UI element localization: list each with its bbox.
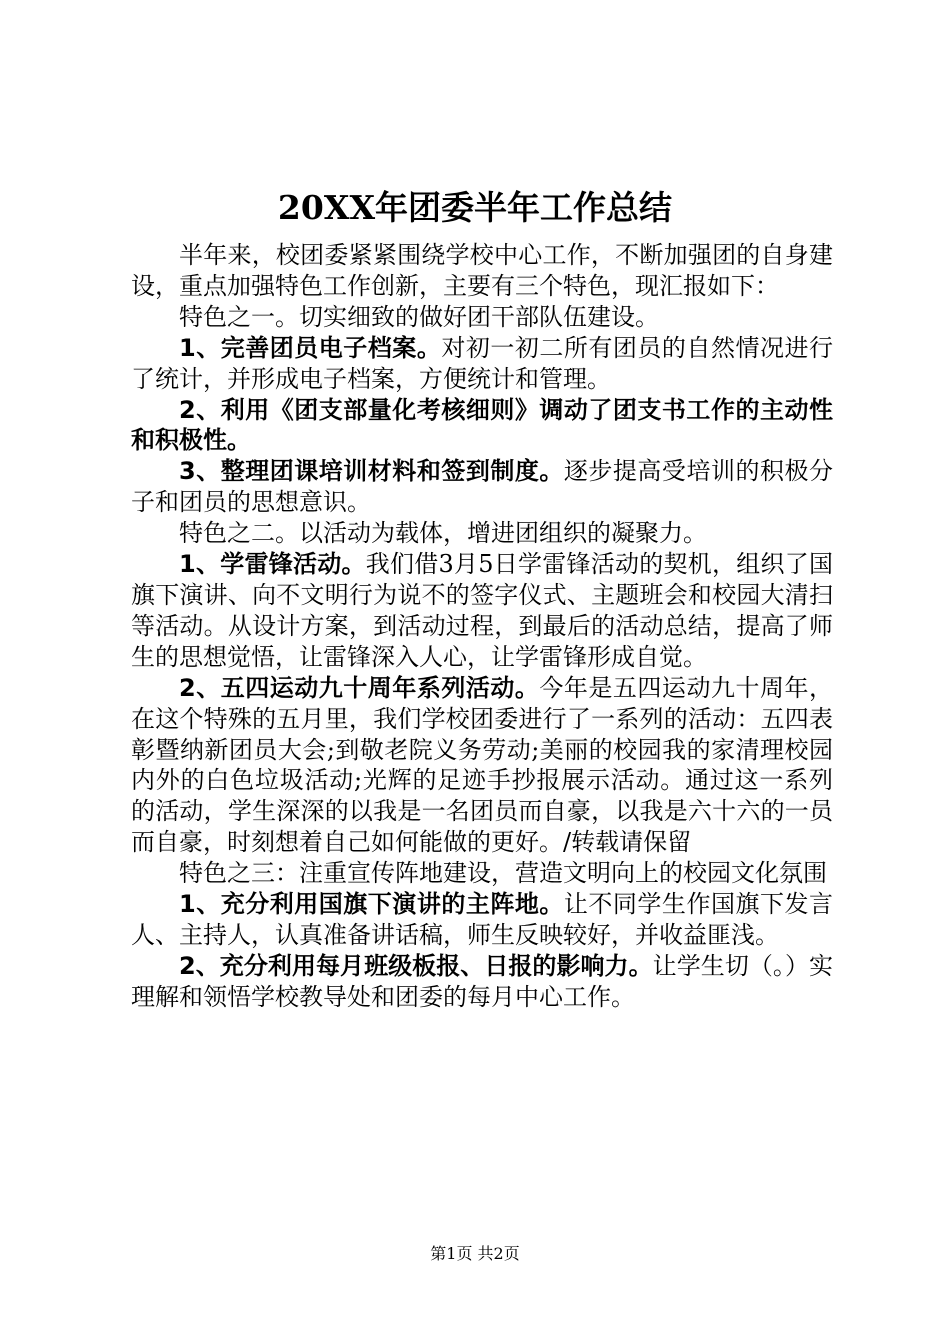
paragraph xyxy=(131,302,833,333)
paragraph-heading: 1、充分利用国旗下演讲的主阵地。 xyxy=(179,890,564,919)
paragraph-heading: 1、完善团员电子档案。 xyxy=(179,333,442,362)
paragraph xyxy=(131,333,833,395)
paragraph xyxy=(131,673,833,858)
paragraph-text: 特色之二。以活动为载体，增进团组织的凝聚力。 xyxy=(179,519,707,548)
paragraph-text: 今年是五四运动九十周年，在这个特殊的五月里，我们学校团委进行了一系列的活动：五四表彰暨纳新团员大会;到敬老院义务劳动;美丽的校园我的家清理校园内外的白色垃圾活动;光辉的足迹手抄报展示活动。通过这一系列的活动，学生深深的以我是一名团员而自豪，以我是六十六的一员而自豪，时刻想着自己如何能做的更好。/转载请保留 xyxy=(131,673,833,857)
paragraph-text: 让不同学生作国旗下发言人、主持人，认真准备讲话稿，师生反映较好，并收益匪浅。 xyxy=(131,890,834,949)
paragraph-text: 让学生切（。）实理解和领悟学校教导处和团委的每月中心工作。 xyxy=(131,951,834,1011)
paragraph xyxy=(131,395,833,457)
paragraph xyxy=(131,456,833,518)
paragraph xyxy=(131,549,833,673)
paragraph-heading: 2、利用《团支部量化考核细则》调动了团支书工作的主动性和积极性。 xyxy=(131,395,833,455)
paragraph-text: 我们借3月5日学雷锋活动的契机，组织了国旗下演讲、向不文明行为说不的签字仪式、主题班会和校园大清扫等活动。从设计方案，到活动过程，到最后的活动总结，提高了师生的思想觉悟，让雷锋深入人心，让学雷锋形成自觉。 xyxy=(131,550,833,671)
paragraph xyxy=(131,518,833,549)
paragraph-text: 对初一初二所有团员的自然情况进行了统计，并形成电子档案，方便统计和管理。 xyxy=(131,333,833,393)
paragraph-text: 逐步提高受培训的积极分子和团员的思想意识。 xyxy=(131,457,834,517)
page-footer: 第1页 共2页 xyxy=(430,1244,520,1263)
paragraph xyxy=(131,858,833,889)
paragraph-heading: 2、充分利用每月班级板报、日报的影响力。 xyxy=(179,951,653,980)
paragraph-heading: 2、五四运动九十周年系列活动。 xyxy=(179,673,540,702)
paragraph-text: 特色之三：注重宣传阵地建设，营造文明向上的校园文化氛围 xyxy=(179,859,827,888)
page-title: 20XX年团委半年工作总结 xyxy=(277,188,673,227)
paragraph xyxy=(131,240,833,302)
paragraph-heading: 3、整理团课培训材料和签到制度。 xyxy=(179,457,564,486)
paragraph-text: 半年来，校团委紧紧围绕学校中心工作，不断加强团的自身建设，重点加强特色工作创新，主要有三个特色，现汇报如下： xyxy=(131,241,833,300)
document-body xyxy=(131,240,833,1013)
paragraph-heading: 1、学雷锋活动。 xyxy=(179,550,366,579)
paragraph xyxy=(131,951,833,1013)
paragraph-text: 特色之一。切实细致的做好团干部队伍建设。 xyxy=(179,302,659,331)
paragraph xyxy=(131,889,833,951)
